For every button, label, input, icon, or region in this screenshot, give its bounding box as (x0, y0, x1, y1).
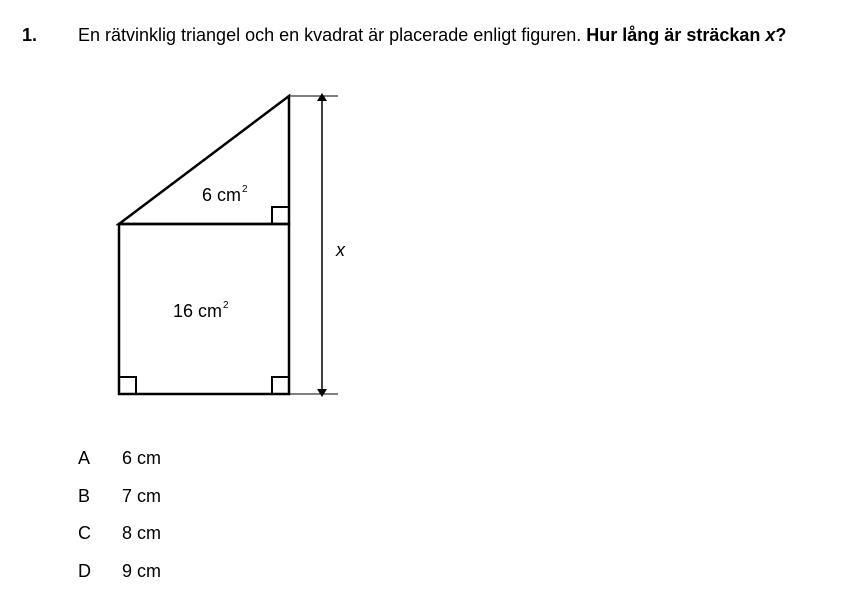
option-value: 6 cm (122, 448, 162, 468)
option-letter: D (78, 560, 91, 581)
option-letter: B (78, 485, 91, 506)
right-angle-mark-triangle (272, 207, 289, 224)
right-angle-mark-bottom-left (119, 377, 136, 394)
option-value: 9 cm (122, 560, 162, 581)
question-text-bold: Hur lång är sträckan (586, 25, 766, 45)
triangle-area-label: 6 $cm^2$ (202, 184, 248, 205)
option-value: 7 cm (122, 485, 162, 506)
question-variable-x: x (765, 25, 776, 45)
question-mark: ? (775, 25, 787, 45)
option-letter: A (78, 448, 91, 468)
dimension-label-x: x (336, 240, 345, 260)
right-angle-mark-bottom-right (272, 377, 289, 394)
question-text-plain: En rätvinklig triangel och en kvadrat är placerade enligt figuren. (78, 25, 587, 45)
square-area-label: 16 $cm^2$ (173, 300, 229, 321)
question-number: 1. (22, 25, 38, 45)
option-value: 8 cm (122, 523, 162, 543)
option-letter: C (78, 523, 91, 543)
